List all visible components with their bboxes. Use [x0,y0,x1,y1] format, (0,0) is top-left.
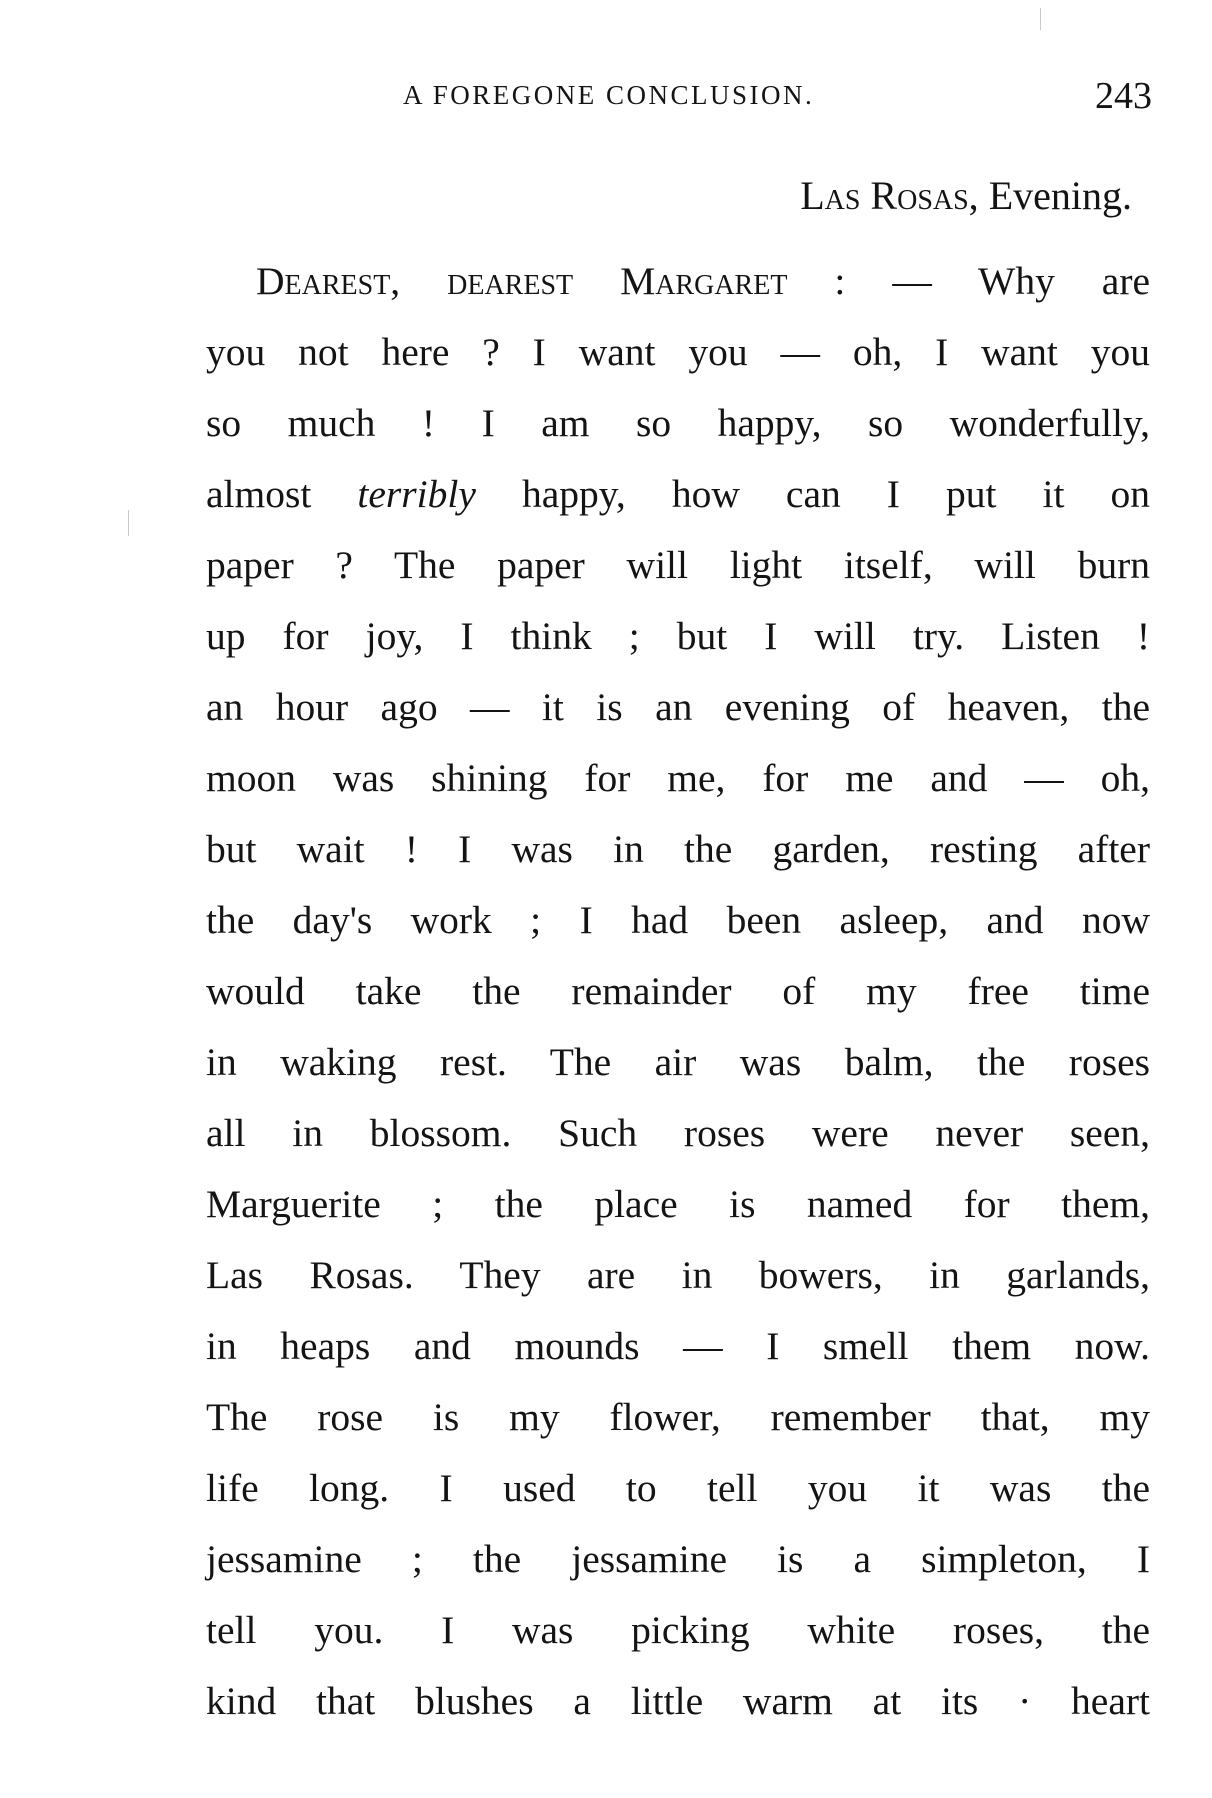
text-line: in heaps and mounds — I smell them now. [206,1324,1150,1368]
text-line: would take the remainder of my free time [206,969,1150,1013]
text-line: you not here ? I want you — oh, I want you [206,330,1150,374]
line-fragment: — Why are [892,259,1150,303]
dateline-time: Evening. [988,173,1132,218]
text-line: but wait ! I was in the garden, resting after [206,827,1150,871]
letter-dateline [800,172,1132,219]
letter-salutation: Dearest, dearest Margaret : [256,259,846,303]
text-line: so much ! I am so happy, so wonderfully, [206,401,1150,445]
text-line: paper ? The paper will light itself, will burn [206,543,1150,587]
text-line: Marguerite ; the place is named for them, [206,1182,1150,1226]
text-line: an hour ago — it is an evening of heaven, the [206,685,1150,729]
text-line: up for joy, I think ; but I will try. Listen ! [206,614,1150,658]
running-head-title: A FOREGONE CONCLUSION. [403,80,815,110]
text-line: kind that blushes a little warm at its · heart [206,1679,1150,1723]
text-line: Las Rosas. They are in bowers, in garlands, [206,1253,1150,1297]
text-line [206,246,1150,317]
text-line: moon was shining for me, for me and — oh, [206,756,1150,800]
text-line: the day's work ; I had been asleep, and now [206,898,1150,942]
letter-body [206,246,1150,1737]
text-line: The rose is my flower, remember that, my [206,1395,1150,1439]
text-line [206,459,1150,530]
text-line: in waking rest. The air was balm, the roses [206,1040,1150,1084]
line-fragment: happy, how can I put it on [521,472,1151,516]
dateline-place: Las Rosas, [800,173,979,218]
text-line: tell you. I was picking white roses, the [206,1608,1150,1652]
text-line: life long. I used to tell you it was the [206,1466,1150,1510]
scan-mark [1040,8,1041,30]
emphasized-word: terribly [357,472,476,516]
text-line: jessamine ; the jessamine is a simpleton, I [206,1537,1150,1581]
text-line: all in blossom. Such roses were never seen, [206,1111,1150,1155]
line-fragment: almost [206,472,312,516]
scan-mark [128,510,129,536]
page-number: 243 [1095,75,1152,117]
